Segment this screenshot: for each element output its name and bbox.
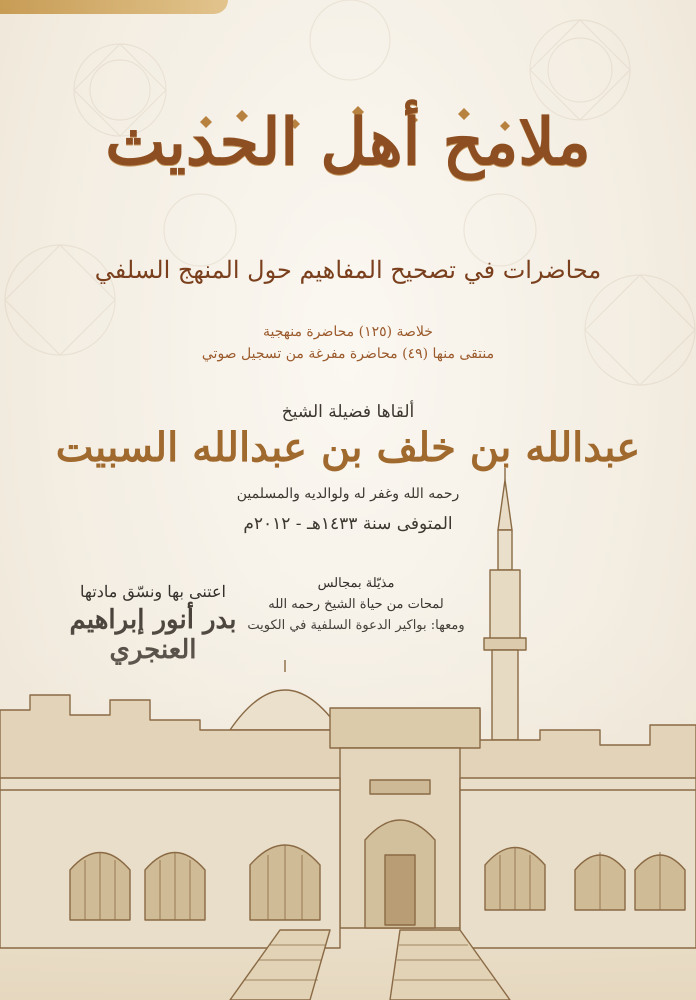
mosque-illustration <box>0 460 696 1000</box>
book-title: ملامح أهل الحديث <box>105 105 591 180</box>
delivered-by: ألقاها فضيلة الشيخ <box>281 402 415 422</box>
author-name: عبدالله بن خلف بن عبدالله السبيت <box>55 424 641 471</box>
summary-line-2: منتقى منها (٤٩) محاضرة مفرغة من تسجيل صوتي <box>201 346 495 362</box>
book-subtitle: محاضرات في تصحيح المفاهيم حول المنهج السلفي <box>94 256 602 284</box>
author-prayer: رحمه الله وغفر له ولوالديه والمسلمين <box>236 486 460 502</box>
death-date: المتوفى سنة ١٤٣٣هـ - ٢٠١٢م <box>243 514 453 534</box>
summary-line-1: خلاصة (١٢٥) محاضرة منهجية <box>263 324 433 340</box>
